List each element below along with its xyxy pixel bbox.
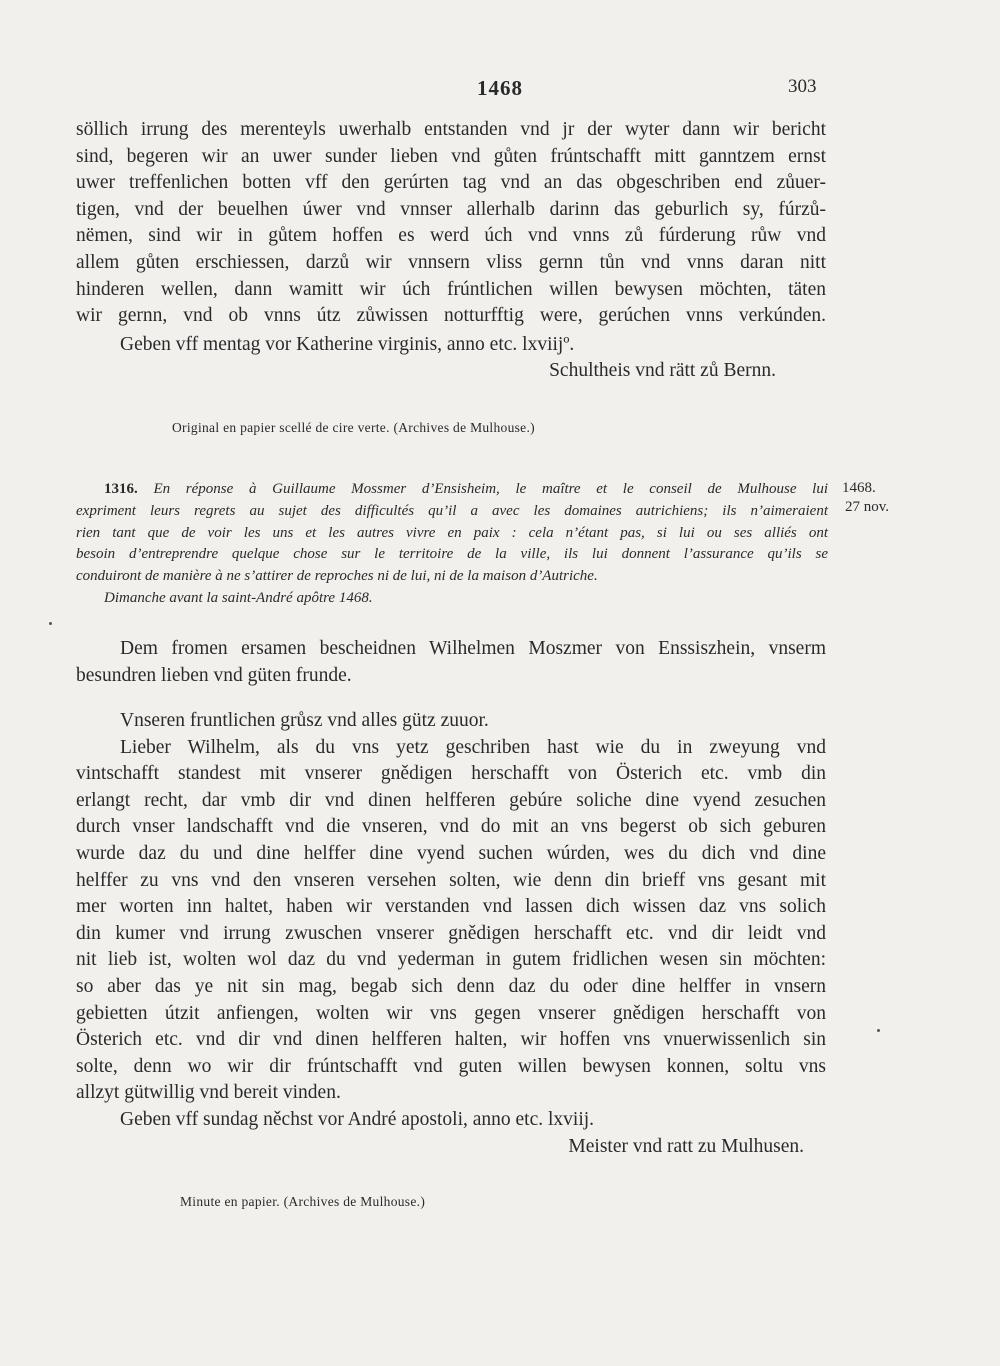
letter-2-signature: Meister vnd ratt zu Mulhusen.: [568, 1135, 804, 1157]
margin-year: 1468.: [842, 480, 876, 496]
letter-2-address: [76, 636, 826, 689]
text-line: sind, begeren wir an uwer sunder lieben vnd gůten frúntschafft mitt ganntzem ernst: [76, 145, 826, 167]
margin-date-note: [842, 479, 889, 517]
text-line: hinderen wellen, dann wamitt wir úch frúntlichen willen bewysen möchten, täten: [76, 278, 826, 300]
text-line: durch vnser landschafft vnd die vnseren, vnd do mit an vns begerst ob sich geburen: [76, 816, 826, 838]
margin-day: 27 nov.: [845, 499, 890, 515]
entry-number: 1316.: [104, 481, 138, 497]
text-line: wurde daz du und dine helffer dine vyend suchen wúrden, wes du dich vnd dine: [76, 842, 826, 864]
text-line: tigen, vnd der beuelhen úwer vnd vnnser allerhalb darinn das geburlich sy, fúrzů-: [76, 198, 826, 220]
margin-dot: [49, 622, 52, 625]
entry-1316-regest: [76, 479, 828, 610]
entry-dating: Dimanche avant la saint-André apôtre 1468.: [104, 589, 373, 606]
text-line: wir gernn, vnd ob vnns útz zůwissen notturfftig were, gerúchen vnns verkúnden.: [76, 305, 826, 327]
regest-line: besoin d’entreprendre quelque chose sur le territoire de la ville, ils lui donnent l’assurance qu’ils se: [76, 546, 828, 563]
address-line: besundren lieben vnd güten frunde.: [76, 664, 352, 686]
text-line: Lieber Wilhelm, als du vns yetz geschriben hast wie du in zweyung vnd: [120, 736, 826, 758]
text-line: nit lieb ist, wolten wol daz du vnd yederman in gutem fridlichen wesen sin möchten:: [76, 949, 826, 971]
text-line: vintschafft standest mit vnserer gnědigen herschafft von Österich etc. vmb din: [76, 763, 826, 785]
letter-1-body: [76, 117, 826, 385]
page-number: 303: [788, 76, 817, 97]
regest-line: conduiront de manière à ne s’attirer de reproches ni de lui, ni de la maison d’Autriche.: [76, 568, 598, 585]
text-line: söllich irrung des merenteyls uwerhalb entstanden vnd jr der wyter dann wir bericht: [76, 119, 826, 140]
text-line: uwer treffenlichen botten vff den gerúrten tag vnd an das obgeschriben end zůuer-: [76, 172, 826, 194]
text-line: solte, denn wo wir dir frúntschafft vnd guten willen bewysen konnen, soltu vns: [76, 1055, 826, 1077]
regest-text: En réponse à Guillaume Mossmer d’Ensisheim, le maître et le conseil de Mulhouse lui: [153, 481, 829, 497]
text-line: Österich etc. vnd dir vnd dinen helfferen halten, wir hoffen vns vnuerwissenlich sin: [76, 1029, 826, 1051]
text-line: gebietten útzit anfiengen, wolten wir vns gegen vnserer gnědigen herschafft von: [76, 1002, 826, 1024]
text-line: din kumer vnd irrung zwuschen vnserer gnědigen herschafft etc. vnd dir leidt vnd: [76, 922, 826, 944]
text-line: allzyt gütwillig vnd bereit vinden.: [76, 1082, 341, 1104]
letter-1-date: Geben vff mentag vor Katherine virginis, anno etc. lxviijº.: [120, 333, 575, 355]
regest-first-line: [76, 479, 828, 501]
letter-2-source-note: Minute en papier. (Archives de Mulhouse.): [180, 1194, 426, 1209]
text-line: so aber das ye nit sin mag, begab sich denn daz du oder dine helffer in vnsern: [76, 975, 826, 997]
letter-2-body: [76, 708, 826, 1160]
letter-2-date: Geben vff sundag něchst vor André apostoli, anno etc. lxviij.: [120, 1108, 595, 1130]
text-line: nëmen, sind wir in gůtem hoffen es werd úch vnd vnns zů fúrderung růw vnd: [76, 225, 826, 247]
letter-1-signature: Schultheis vnd rätt zů Bernn.: [549, 360, 776, 382]
regest-line: rien tant que de voir les uns et les autres vivre en paix : cela n’étant pas, si lui ou ses alliés ont: [76, 524, 828, 541]
letter-1-source-note: Original en papier scellé de cire verte. (Archives de Mulhouse.): [172, 420, 535, 435]
regest-line: expriment leurs regrets au sujet des difficultés qu’il a avec les domaines autrichiens; ils n’aimeraient: [76, 502, 828, 519]
text-line: helffer zu vns vnd den vnseren versehen solten, wie denn din brieff vns gesant mit: [76, 869, 826, 891]
address-line: Dem fromen ersamen bescheidnen Wilhelmen Moszmer von Enssiszhein, vnserm: [120, 638, 826, 659]
text-line: mer worten inn haltet, haben wir verstanden vnd lassen dich wissen daz vns solich: [76, 896, 826, 918]
running-head-year: 1468: [477, 76, 523, 100]
text-line: allem gůten erschiessen, darzů wir vnnsern vliss gernn tůn vnd vnns daran nitt: [76, 251, 826, 273]
letter-2-greeting: Vnseren fruntlichen grůsz vnd alles gütz zuuor.: [120, 710, 489, 731]
margin-dot: [877, 1029, 880, 1032]
text-line: erlangt recht, dar vmb dir vnd dinen helfferen gebúre soliche dine vyend zesuchen: [76, 789, 826, 811]
